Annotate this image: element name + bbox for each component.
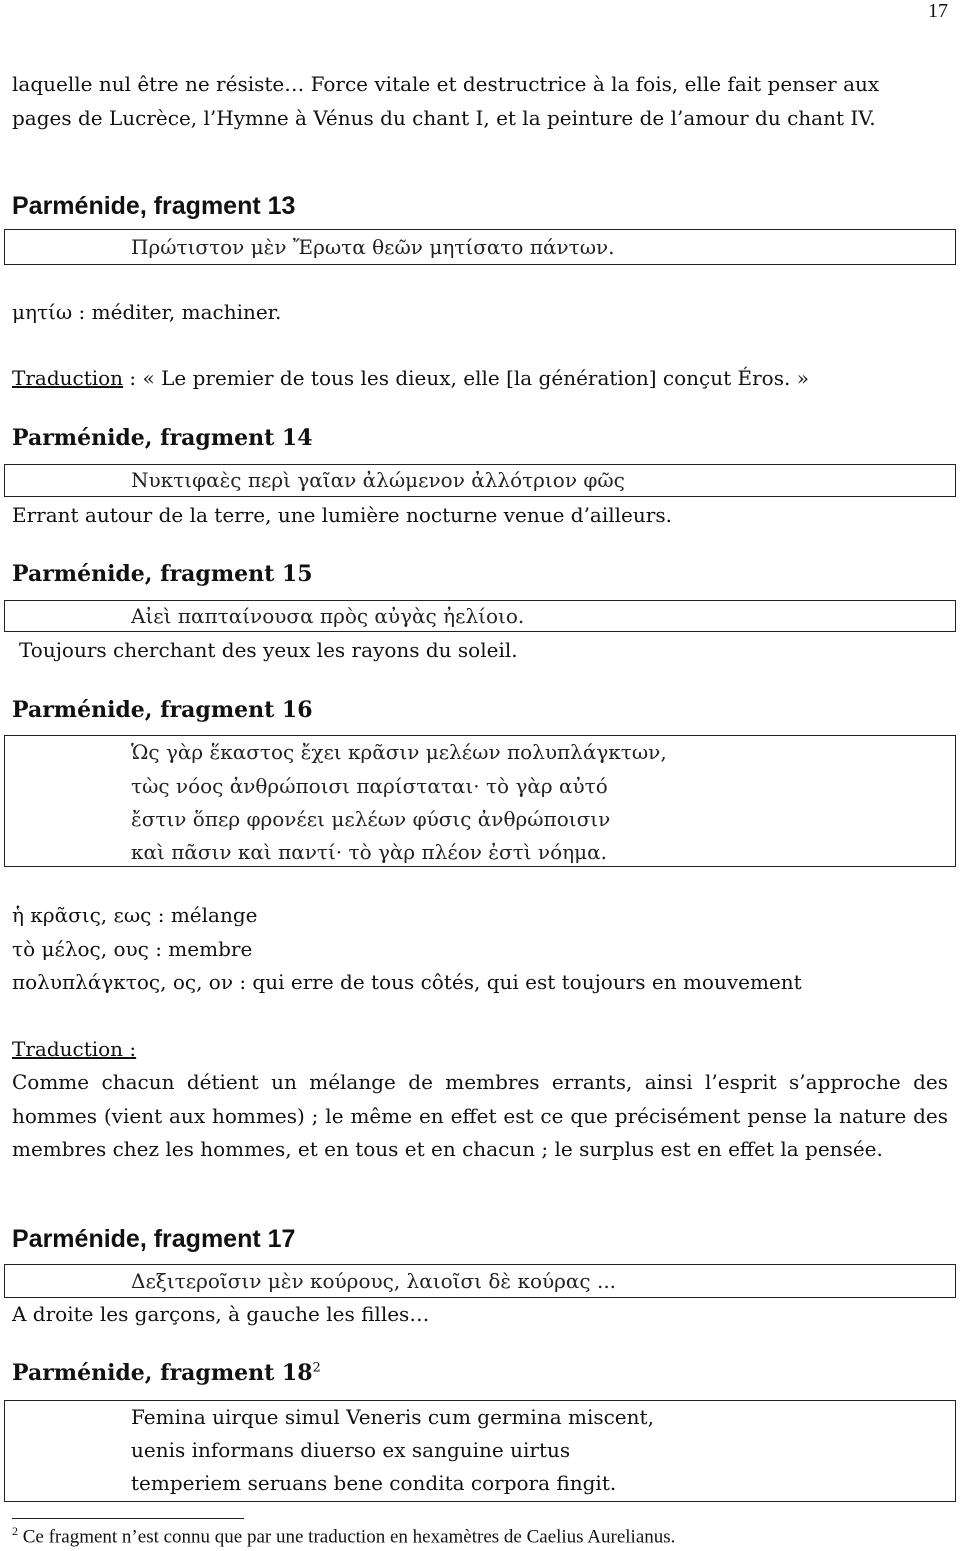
fragment-18-heading-text: Parménide, fragment 18 [12, 1360, 313, 1386]
intro-line-1: laquelle nul être ne résiste… Force vitale et destructrice à la fois, elle fait penser aux [12, 72, 880, 96]
fragment-15-greek-box [4, 600, 956, 632]
page-number: 17 [928, 0, 948, 22]
footnote [12, 1524, 675, 1548]
fragment-16-greek-line-1: Ὡς γὰρ ἕκαστος ἔχει κρᾶσιν μελέων πολυπλάγκτων, [131, 740, 667, 764]
fragment-16-gloss-2: τὸ μέλος, ους : membre [12, 937, 253, 961]
fragment-14-heading: Parménide, fragment 14 [12, 425, 313, 451]
fragment-16-greek-line-4: καὶ πᾶσιν καὶ παντί· τὸ γὰρ πλέον ἐστὶ νόημα. [131, 840, 607, 864]
fragment-16-greek-box [4, 735, 956, 867]
translation-label: Traduction [12, 366, 124, 390]
fragment-14-translation: Errant autour de la terre, une lumière nocturne venue d’ailleurs. [12, 503, 672, 527]
fragment-15-greek: Αἰεὶ παπταίνουσα πρὸς αὐγὰς ἠελίοιο. [131, 604, 525, 628]
fragment-18-latin-line-2: uenis informans diuerso ex sanguine uirtus [131, 1438, 571, 1462]
fragment-18-heading [12, 1360, 321, 1386]
fragment-17-greek-box [4, 1264, 956, 1298]
fragment-17-heading: Parménide, fragment 17 [12, 1225, 296, 1253]
fragment-17-translation: A droite les garçons, à gauche les filles… [12, 1302, 430, 1326]
fragment-15-heading: Parménide, fragment 15 [12, 561, 313, 587]
footnote-mark: 2 [12, 1524, 18, 1538]
translation-text: : « Le premier de tous les dieux, elle [la génération] conçut Éros. » [123, 366, 809, 390]
fragment-13-gloss: μητίω : méditer, machiner. [12, 300, 282, 324]
fragment-13-greek: Πρώτιστον μὲν Ἔρωτα θεῶν μητίσατο πάντων. [131, 235, 615, 259]
fragment-16-greek-line-2: τὼς νόος ἀνθρώποισι παρίσταται· τὸ γὰρ αὐτό [131, 774, 608, 798]
footnote-reference[interactable]: 2 [312, 1360, 321, 1376]
fragment-18-latin-line-3: temperiem seruans bene condita corpora fingit. [131, 1471, 617, 1495]
fragment-16-translation-label: Traduction : [12, 1037, 137, 1061]
fragment-18-latin-line-1: Femina uirque simul Veneris cum germina miscent, [131, 1405, 654, 1429]
fragment-17-greek: Δεξιτεροῖσιν μὲν κούρους, λαιοῖσι δὲ κούρας ... [131, 1269, 617, 1293]
fragment-16-translation-text: Comme chacun détient un mélange de membres errants, ainsi l’esprit s’approche des hommes (vient aux hommes) ; le même en effet est ce que précisément pense la nature des membres chez les hommes, et en tous et en chacun ; le surplus est en effet la pensée. [12, 1070, 948, 1161]
fragment-16-gloss-1: ἡ κρᾶσις, εως : mélange [12, 903, 258, 927]
fragment-14-greek: Νυκτιφαὲς περὶ γαῖαν ἀλώμενον ἀλλότριον φῶς [131, 468, 625, 492]
intro-line-2: pages de Lucrèce, l’Hymne à Vénus du chant I, et la peinture de l’amour du chant IV. [12, 106, 876, 130]
fragment-18-latin-box [4, 1400, 956, 1502]
fragment-13-heading: Parménide, fragment 13 [12, 192, 296, 220]
fragment-13-greek-box [4, 229, 956, 265]
fragment-16-greek-line-3: ἔστιν ὅπερ φρονέει μελέων φύσις ἀνθρώποισιν [131, 807, 611, 831]
fragment-15-translation: Toujours cherchant des yeux les rayons du soleil. [19, 638, 518, 662]
footnote-text: Ce fragment n’est connu que par une traduction en hexamètres de Caelius Aurelianus. [18, 1526, 676, 1548]
fragment-16-heading: Parménide, fragment 16 [12, 697, 313, 723]
fragment-14-greek-box [4, 464, 956, 497]
fragment-16-gloss-3: πολυπλάγκτος, ος, ον : qui erre de tous côtés, qui est toujours en mouvement [12, 970, 802, 994]
footnote-separator [12, 1518, 244, 1519]
fragment-13-translation [12, 366, 809, 390]
